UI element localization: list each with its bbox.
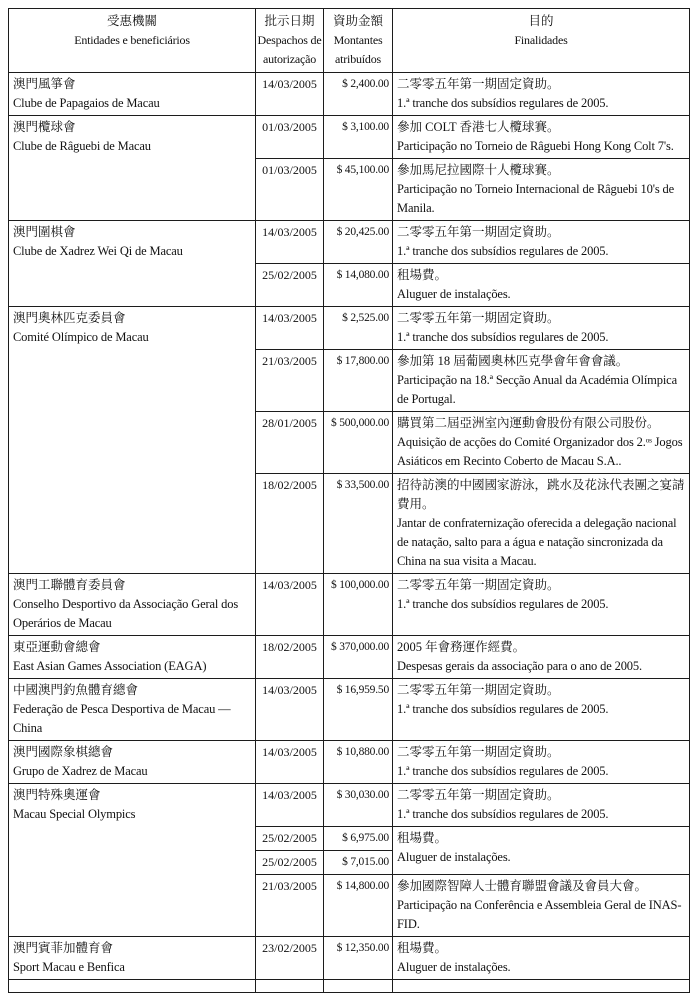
grant-date-cell: 21/03/2005 xyxy=(256,350,324,412)
grant-purpose-cell xyxy=(393,574,690,636)
purpose-pt: Participação no Torneio de Râguebi Hong Kong Colt 7's. xyxy=(397,139,674,153)
grant-purpose-cell xyxy=(393,73,690,116)
grant-purpose-cell xyxy=(393,159,690,221)
grant-amount-cell: $ 500,000.00 xyxy=(324,412,393,474)
entity-name-pt: Clube de Râguebi de Macau xyxy=(13,139,151,153)
purpose-zh: 租場費。 xyxy=(397,268,448,282)
purpose-zh: 招待訪澳的中國國家游泳，跳水及花泳代表團之宴請費用。 xyxy=(397,478,685,511)
grant-date-cell: 14/03/2005 xyxy=(256,574,324,636)
clipped-cell xyxy=(9,980,256,993)
grant-purpose-cell xyxy=(393,827,690,875)
grant-row xyxy=(9,307,690,350)
purpose-pt: Aluguer de instalações. xyxy=(397,287,511,301)
grant-purpose-cell xyxy=(393,350,690,412)
grant-amount-cell: $ 370,000.00 xyxy=(324,636,393,679)
entity-name-pt: Clube de Xadrez Wei Qi de Macau xyxy=(13,244,183,258)
purpose-zh: 租場費。 xyxy=(397,831,448,845)
column-header-amount xyxy=(324,9,393,73)
grant-row xyxy=(9,741,690,784)
grant-date-cell: 23/02/2005 xyxy=(256,937,324,980)
grant-row xyxy=(9,784,690,827)
purpose-pt: Despesas gerais da associação para o ano de 2005. xyxy=(397,659,642,673)
grant-row xyxy=(9,116,690,159)
clipped-cell xyxy=(393,980,690,993)
column-header-date xyxy=(256,9,324,73)
purpose-zh: 參加第 18 屆葡國奧林匹克學會年會會議。 xyxy=(397,354,629,368)
entity-cell xyxy=(9,679,256,741)
entity-name-zh: 澳門奧林匹克委員會 xyxy=(13,311,126,325)
purpose-pt: Aluguer de instalações. xyxy=(397,850,511,864)
column-header-amount-pt: Montantes atribuídos xyxy=(333,33,383,66)
grant-date-cell: 18/02/2005 xyxy=(256,636,324,679)
entity-name-pt: Grupo de Xadrez de Macau xyxy=(13,764,148,778)
grant-date-cell: 25/02/2005 xyxy=(256,264,324,307)
column-header-date-pt: Despachos de autorização xyxy=(257,33,322,66)
grant-date-cell: 14/03/2005 xyxy=(256,679,324,741)
purpose-pt: 1.ª tranche dos subsídios regulares de 2005. xyxy=(397,244,609,258)
grant-amount-cell: $ 100,000.00 xyxy=(324,574,393,636)
grant-row xyxy=(9,636,690,679)
grant-date-cell: 21/03/2005 xyxy=(256,875,324,937)
purpose-zh: 參加馬尼拉國際十人欖球賽。 xyxy=(397,163,560,177)
entity-name-pt: Clube de Papagaios de Macau xyxy=(13,96,160,110)
purpose-zh: 二零零五年第一期固定資助。 xyxy=(397,225,560,239)
purpose-zh: 租場費。 xyxy=(397,941,448,955)
grant-date-cell: 25/02/2005 xyxy=(256,827,324,851)
purpose-zh: 二零零五年第一期固定資助。 xyxy=(397,745,560,759)
entity-cell xyxy=(9,784,256,937)
grant-amount-cell: $ 16,959.50 xyxy=(324,679,393,741)
header-row xyxy=(9,9,690,73)
entity-name-pt: Conselho Desportivo da Associação Geral dos Operários de Macau xyxy=(13,597,239,630)
grant-purpose-cell xyxy=(393,636,690,679)
entity-cell xyxy=(9,574,256,636)
entity-name-zh: 澳門工聯體育委員會 xyxy=(13,578,126,592)
purpose-zh: 二零零五年第一期固定資助。 xyxy=(397,578,560,592)
subsidies-table xyxy=(8,8,690,993)
grant-row xyxy=(9,73,690,116)
entity-name-pt: Macau Special Olympics xyxy=(13,807,136,821)
clipped-cell xyxy=(256,980,324,993)
grant-amount-cell: $ 14,080.00 xyxy=(324,264,393,307)
entity-name-pt: Federação de Pesca Desportiva de Macau — China xyxy=(13,702,231,735)
grant-amount-cell: $ 30,030.00 xyxy=(324,784,393,827)
grant-amount-cell: $ 45,100.00 xyxy=(324,159,393,221)
grant-amount-cell: $ 20,425.00 xyxy=(324,221,393,264)
entity-name-zh: 澳門特殊奧運會 xyxy=(13,788,101,802)
table-header xyxy=(9,9,690,73)
grant-row xyxy=(9,221,690,264)
grant-amount-cell: $ 10,880.00 xyxy=(324,741,393,784)
grant-amount-cell: $ 3,100.00 xyxy=(324,116,393,159)
purpose-pt: Jantar de confraternização oferecida a delegação nacional de natação, salto para a água e natação sincronizada da China na sua visita a Macau. xyxy=(397,516,677,568)
grant-amount-cell: $ 17,800.00 xyxy=(324,350,393,412)
entity-name-zh: 中國澳門釣魚體育總會 xyxy=(13,683,139,697)
grant-row xyxy=(9,679,690,741)
purpose-pt: Participação no Torneio Internacional de Râguebi 10's de Manila. xyxy=(397,182,675,215)
entity-name-zh: 澳門風箏會 xyxy=(13,77,76,91)
grant-date-cell: 14/03/2005 xyxy=(256,73,324,116)
grant-purpose-cell xyxy=(393,474,690,574)
entity-name-zh: 東亞運動會總會 xyxy=(13,640,101,654)
grant-date-cell: 01/03/2005 xyxy=(256,116,324,159)
purpose-pt: 1.ª tranche dos subsídios regulares de 2005. xyxy=(397,597,609,611)
grant-purpose-cell xyxy=(393,875,690,937)
clipped-row xyxy=(9,980,690,993)
purpose-pt: Aquisição de acções do Comité Organizador dos 2.ᵒˢ Jogos Asiáticos em Recinto Coberto de Macau S.A.. xyxy=(397,435,683,468)
purpose-pt: 1.ª tranche dos subsídios regulares de 2005. xyxy=(397,702,609,716)
entity-cell xyxy=(9,937,256,980)
entity-cell xyxy=(9,636,256,679)
grant-date-cell: 18/02/2005 xyxy=(256,474,324,574)
grant-date-cell: 14/03/2005 xyxy=(256,784,324,827)
entity-cell xyxy=(9,116,256,221)
entity-cell xyxy=(9,73,256,116)
grant-date-cell: 14/03/2005 xyxy=(256,221,324,264)
grant-amount-cell: $ 2,525.00 xyxy=(324,307,393,350)
column-header-purpose-pt: Finalidades xyxy=(514,33,568,47)
purpose-zh: 2005 年會務運作經費。 xyxy=(397,640,526,654)
column-header-amount-zh: 資助金額 xyxy=(332,14,383,28)
grant-amount-cell: $ 33,500.00 xyxy=(324,474,393,574)
grant-amount-cell: $ 2,400.00 xyxy=(324,73,393,116)
grant-row xyxy=(9,937,690,980)
entity-name-pt: Comité Olímpico de Macau xyxy=(13,330,149,344)
purpose-zh: 二零零五年第一期固定資助。 xyxy=(397,77,560,91)
entity-cell xyxy=(9,221,256,307)
grant-purpose-cell xyxy=(393,307,690,350)
grant-purpose-cell xyxy=(393,741,690,784)
purpose-zh: 購買第二屆亞洲室內運動會股份有限公司股份。 xyxy=(397,416,660,430)
entity-name-pt: Sport Macau e Benfica xyxy=(13,960,125,974)
grant-date-cell: 14/03/2005 xyxy=(256,307,324,350)
purpose-pt: Participação na Conferência e Assembleia Geral de INAS-FID. xyxy=(397,898,682,931)
entity-cell xyxy=(9,741,256,784)
column-header-date-zh: 批示日期 xyxy=(264,14,315,28)
entity-cell xyxy=(9,307,256,574)
table-body xyxy=(9,73,690,993)
grant-date-cell: 25/02/2005 xyxy=(256,851,324,875)
grant-purpose-cell xyxy=(393,784,690,827)
purpose-pt: 1.ª tranche dos subsídios regulares de 2005. xyxy=(397,330,609,344)
column-header-entities xyxy=(9,9,256,73)
grant-purpose-cell xyxy=(393,221,690,264)
purpose-zh: 二零零五年第一期固定資助。 xyxy=(397,311,560,325)
grant-date-cell: 28/01/2005 xyxy=(256,412,324,474)
purpose-zh: 二零零五年第一期固定資助。 xyxy=(397,788,560,802)
entity-name-pt: East Asian Games Association (EAGA) xyxy=(13,659,207,673)
purpose-zh: 參加國際智障人士體育聯盟會議及會員大會。 xyxy=(397,879,648,893)
purpose-pt: Aluguer de instalações. xyxy=(397,960,511,974)
grant-purpose-cell xyxy=(393,412,690,474)
grant-purpose-cell xyxy=(393,116,690,159)
grant-purpose-cell xyxy=(393,264,690,307)
entity-name-zh: 澳門圍棋會 xyxy=(13,225,76,239)
grant-amount-cell: $ 14,800.00 xyxy=(324,875,393,937)
purpose-zh: 參加 COLT 香港七人欖球賽。 xyxy=(397,120,560,134)
grant-purpose-cell xyxy=(393,679,690,741)
column-header-entities-pt: Entidades e beneficiários xyxy=(74,33,190,47)
purpose-pt: 1.ª tranche dos subsídios regulares de 2005. xyxy=(397,764,609,778)
purpose-pt: 1.ª tranche dos subsídios regulares de 2005. xyxy=(397,807,609,821)
grant-amount-cell: $ 6,975.00 xyxy=(324,827,393,851)
column-header-entities-zh: 受惠機關 xyxy=(106,14,157,28)
entity-name-zh: 澳門國際象棋總會 xyxy=(13,745,114,759)
purpose-pt: 1.ª tranche dos subsídios regulares de 2005. xyxy=(397,96,609,110)
grant-date-cell: 01/03/2005 xyxy=(256,159,324,221)
grant-date-cell: 14/03/2005 xyxy=(256,741,324,784)
entity-name-zh: 澳門賓菲加體育會 xyxy=(13,941,114,955)
grant-row xyxy=(9,574,690,636)
purpose-pt: Participação na 18.ª Secção Anual da Académia Olímpica de Portugal. xyxy=(397,373,677,406)
grant-amount-cell: $ 12,350.00 xyxy=(324,937,393,980)
purpose-zh: 二零零五年第一期固定資助。 xyxy=(397,683,560,697)
grant-purpose-cell xyxy=(393,937,690,980)
entity-name-zh: 澳門欖球會 xyxy=(13,120,76,134)
column-header-purpose-zh: 目的 xyxy=(528,14,554,28)
column-header-purpose xyxy=(393,9,690,73)
grant-amount-cell: $ 7,015.00 xyxy=(324,851,393,875)
clipped-cell xyxy=(324,980,393,993)
